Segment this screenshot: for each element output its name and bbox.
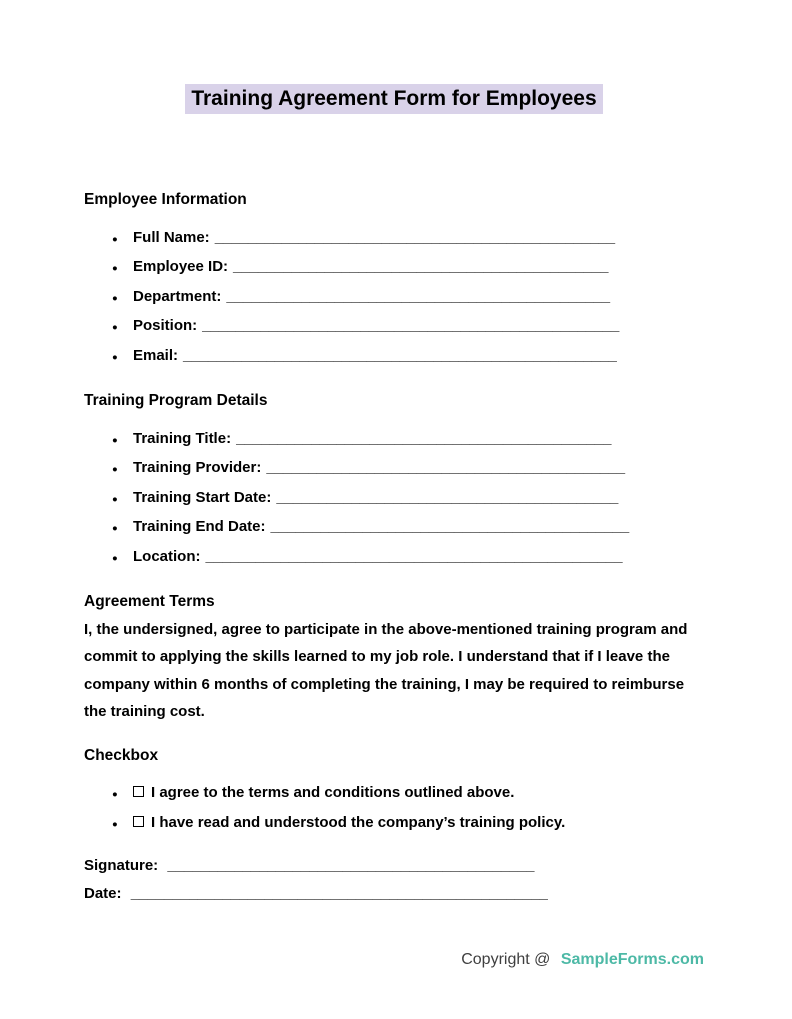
field-blank-line: __________________________________________________ [202, 317, 620, 335]
field-label: Training End Date: [133, 518, 266, 536]
field-label: Department: [133, 287, 222, 305]
footer-copyright-text: Copyright @ [461, 951, 551, 969]
field-label: Training Title: [133, 429, 232, 447]
field-label: Email: [133, 346, 179, 364]
footer-brand-link[interactable]: SampleForms.com [560, 951, 704, 969]
bullet-icon: ● [112, 322, 118, 334]
form-field-training-end-date [112, 513, 704, 543]
field-label: Position: [133, 317, 198, 335]
form-field-training-provider [112, 454, 704, 484]
checkbox-list [84, 779, 704, 838]
date-blank-line: __________________________________________________ [130, 885, 548, 903]
section-heading-training-program-details: Training Program Details [84, 392, 268, 410]
checkbox-item-label: I have read and understood the company’s training policy. [151, 813, 566, 831]
field-label: Location: [133, 547, 201, 565]
field-label: Full Name: [133, 228, 210, 246]
date-row [84, 880, 704, 908]
signature-blank-line: ____________________________________________ [167, 857, 535, 875]
form-field-position [112, 312, 704, 342]
checkbox-icon[interactable] [133, 816, 144, 827]
field-blank-line: __________________________________________________ [205, 547, 623, 565]
field-label: Training Start Date: [133, 488, 272, 506]
bullet-icon: ● [112, 523, 118, 535]
form-field-location [112, 543, 704, 573]
signature-row [84, 852, 704, 880]
bullet-icon: ● [112, 493, 118, 505]
bullet-icon: ● [112, 464, 118, 476]
checkbox-item-label: I agree to the terms and conditions outlined above. [151, 784, 515, 802]
form-field-training-start-date [112, 484, 704, 514]
section-heading-employee-information: Employee Information [84, 191, 247, 209]
field-blank-line: _____________________________________________ [236, 429, 612, 447]
field-label: Training Provider: [133, 459, 262, 477]
agreement-terms-paragraph: I, the undersigned, agree to participate in the above-mentioned training program and commit to applying the skills learned to my job role. I understand that if I leave the company within 6 months of completing the training, I may be required to reimburse the training cost. [84, 620, 688, 721]
form-field-full-name [112, 224, 704, 254]
field-blank-line: ____________________________________________________ [183, 346, 617, 364]
signature-label: Signature: [84, 857, 159, 875]
bullet-icon: ● [112, 263, 118, 275]
checkbox-icon[interactable] [133, 786, 144, 797]
field-label: Employee ID: [133, 258, 229, 276]
bullet-icon: ● [112, 552, 118, 564]
bullet-icon: ● [112, 434, 118, 446]
form-field-employee-id [112, 253, 704, 283]
form-field-department [112, 283, 704, 313]
field-blank-line: ______________________________________________ [226, 287, 611, 305]
footer [84, 948, 704, 972]
field-blank-line: ___________________________________________ [266, 459, 626, 477]
bullet-icon: ● [112, 233, 118, 245]
checkbox-item-agree-terms [112, 779, 704, 809]
field-blank-line: ___________________________________________ [270, 518, 630, 536]
bullet-icon: ● [112, 818, 118, 830]
employee-field-list [84, 224, 704, 372]
training-field-list [84, 425, 704, 573]
page-title-highlight: Training Agreement Form for Employees [185, 84, 602, 114]
field-blank-line: _________________________________________ [276, 488, 619, 506]
bullet-icon: ● [112, 292, 118, 304]
signature-block [84, 852, 704, 908]
section-heading-agreement-terms: Agreement Terms [84, 593, 215, 611]
document-content [0, 84, 792, 972]
field-blank-line: _____________________________________________ [233, 258, 609, 276]
page-title [84, 84, 704, 114]
bullet-icon: ● [112, 789, 118, 801]
date-label: Date: [84, 885, 122, 903]
section-heading-checkbox: Checkbox [84, 746, 159, 764]
field-blank-line: ________________________________________________ [214, 228, 616, 246]
bullet-icon: ● [112, 351, 118, 363]
form-field-email [112, 342, 704, 372]
checkbox-item-read-policy [112, 809, 704, 839]
form-field-training-title [112, 425, 704, 455]
